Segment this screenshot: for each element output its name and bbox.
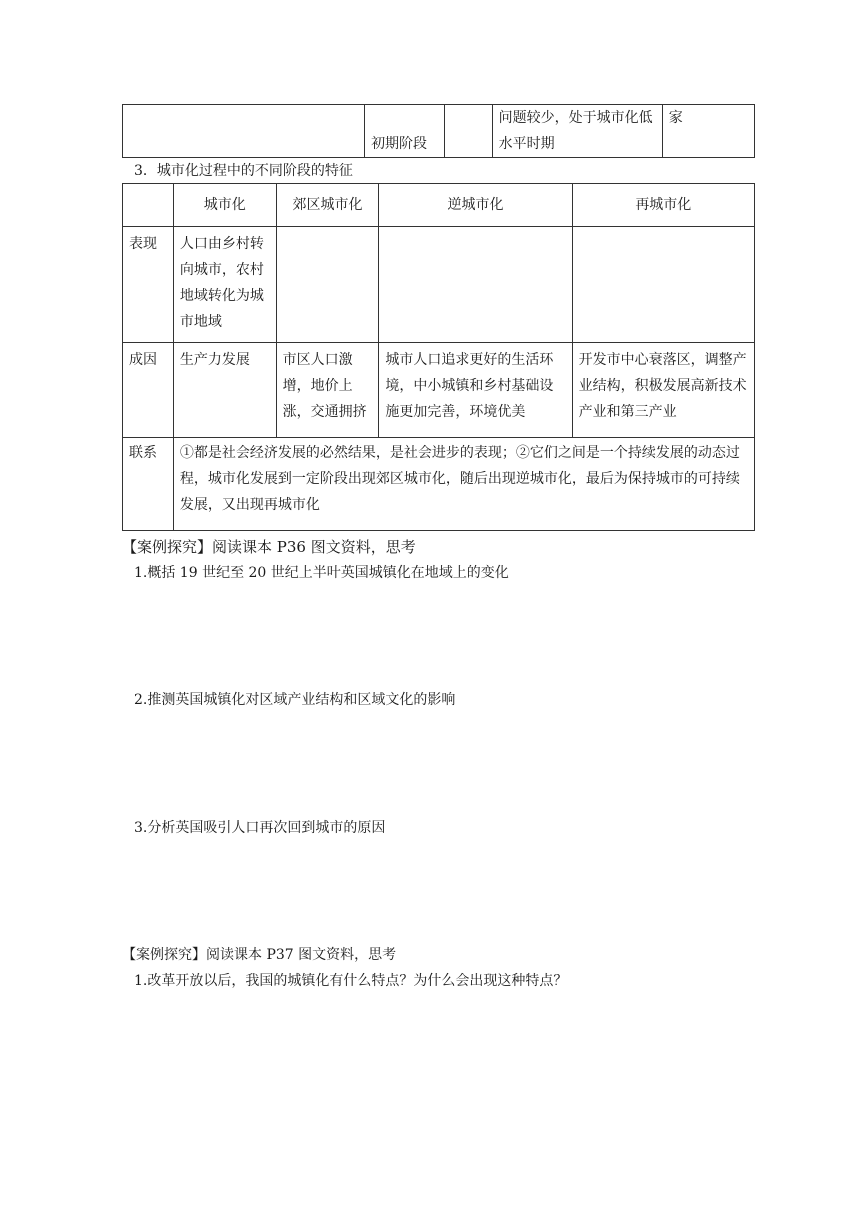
causes-suburban: 市区人口激增，地价上涨，交通拥挤 xyxy=(276,343,379,438)
top-table-empty-cell xyxy=(123,105,365,158)
header-re-urbanization: 再城市化 xyxy=(572,184,754,227)
top-table-region: 家 xyxy=(662,105,754,158)
section-3-title: 3．城市化过程中的不同阶段的特征 xyxy=(134,163,353,179)
case1-heading: 【案例探究】阅读课本 P36 图文资料，思考 xyxy=(122,538,416,556)
header-empty xyxy=(123,184,174,227)
case1-question-3: 3.分析英国吸引人口再次回到城市的原因 xyxy=(134,820,386,836)
performance-urbanization: 人口由乡村转向城市，农村地域转化为城市地域 xyxy=(173,227,276,343)
header-urbanization: 城市化 xyxy=(173,184,276,227)
case1-question-1: 1.概括 19 世纪至 20 世纪上半叶英国城镇化在地域上的变化 xyxy=(134,565,509,581)
performance-re xyxy=(572,227,754,343)
row-label-causes: 成因 xyxy=(123,343,174,438)
causes-re: 开发市中心衰落区，调整产业结构，积极发展高新技术产业和第三产业 xyxy=(572,343,754,438)
header-counter-urbanization: 逆城市化 xyxy=(379,184,572,227)
row-label-performance: 表现 xyxy=(123,227,174,343)
top-table xyxy=(122,104,755,158)
top-table-blank xyxy=(445,105,493,158)
top-table-feature: 问题较少，处于城市化低水平时期 xyxy=(492,105,662,158)
top-table-stage: 初期阶段 xyxy=(365,105,445,158)
row-label-relation: 联系 xyxy=(123,438,174,531)
causes-counter: 城市人口追求更好的生活环境，中小城镇和乡村基础设施更加完善，环境优美 xyxy=(379,343,572,438)
case2-heading: 【案例探究】阅读课本 P37 图文资料，思考 xyxy=(122,947,397,963)
performance-counter xyxy=(379,227,572,343)
relation-text: ①都是社会经济发展的必然结果，是社会进步的表现；②它们之间是一个持续发展的动态过程，城市化发展到一定阶段出现郊区城市化，随后出现逆城市化，最后为保持城市的可持续发展，又出现再城市化 xyxy=(173,438,754,531)
header-suburbanization: 郊区城市化 xyxy=(276,184,379,227)
case2-question-1: 1.改革开放以后，我国的城镇化有什么特点？为什么会出现这种特点？ xyxy=(134,973,568,989)
performance-suburban xyxy=(276,227,379,343)
causes-urbanization: 生产力发展 xyxy=(173,343,276,438)
stage-table xyxy=(122,183,755,531)
case1-question-2: 2.推测英国城镇化对区域产业结构和区域文化的影响 xyxy=(134,692,456,708)
